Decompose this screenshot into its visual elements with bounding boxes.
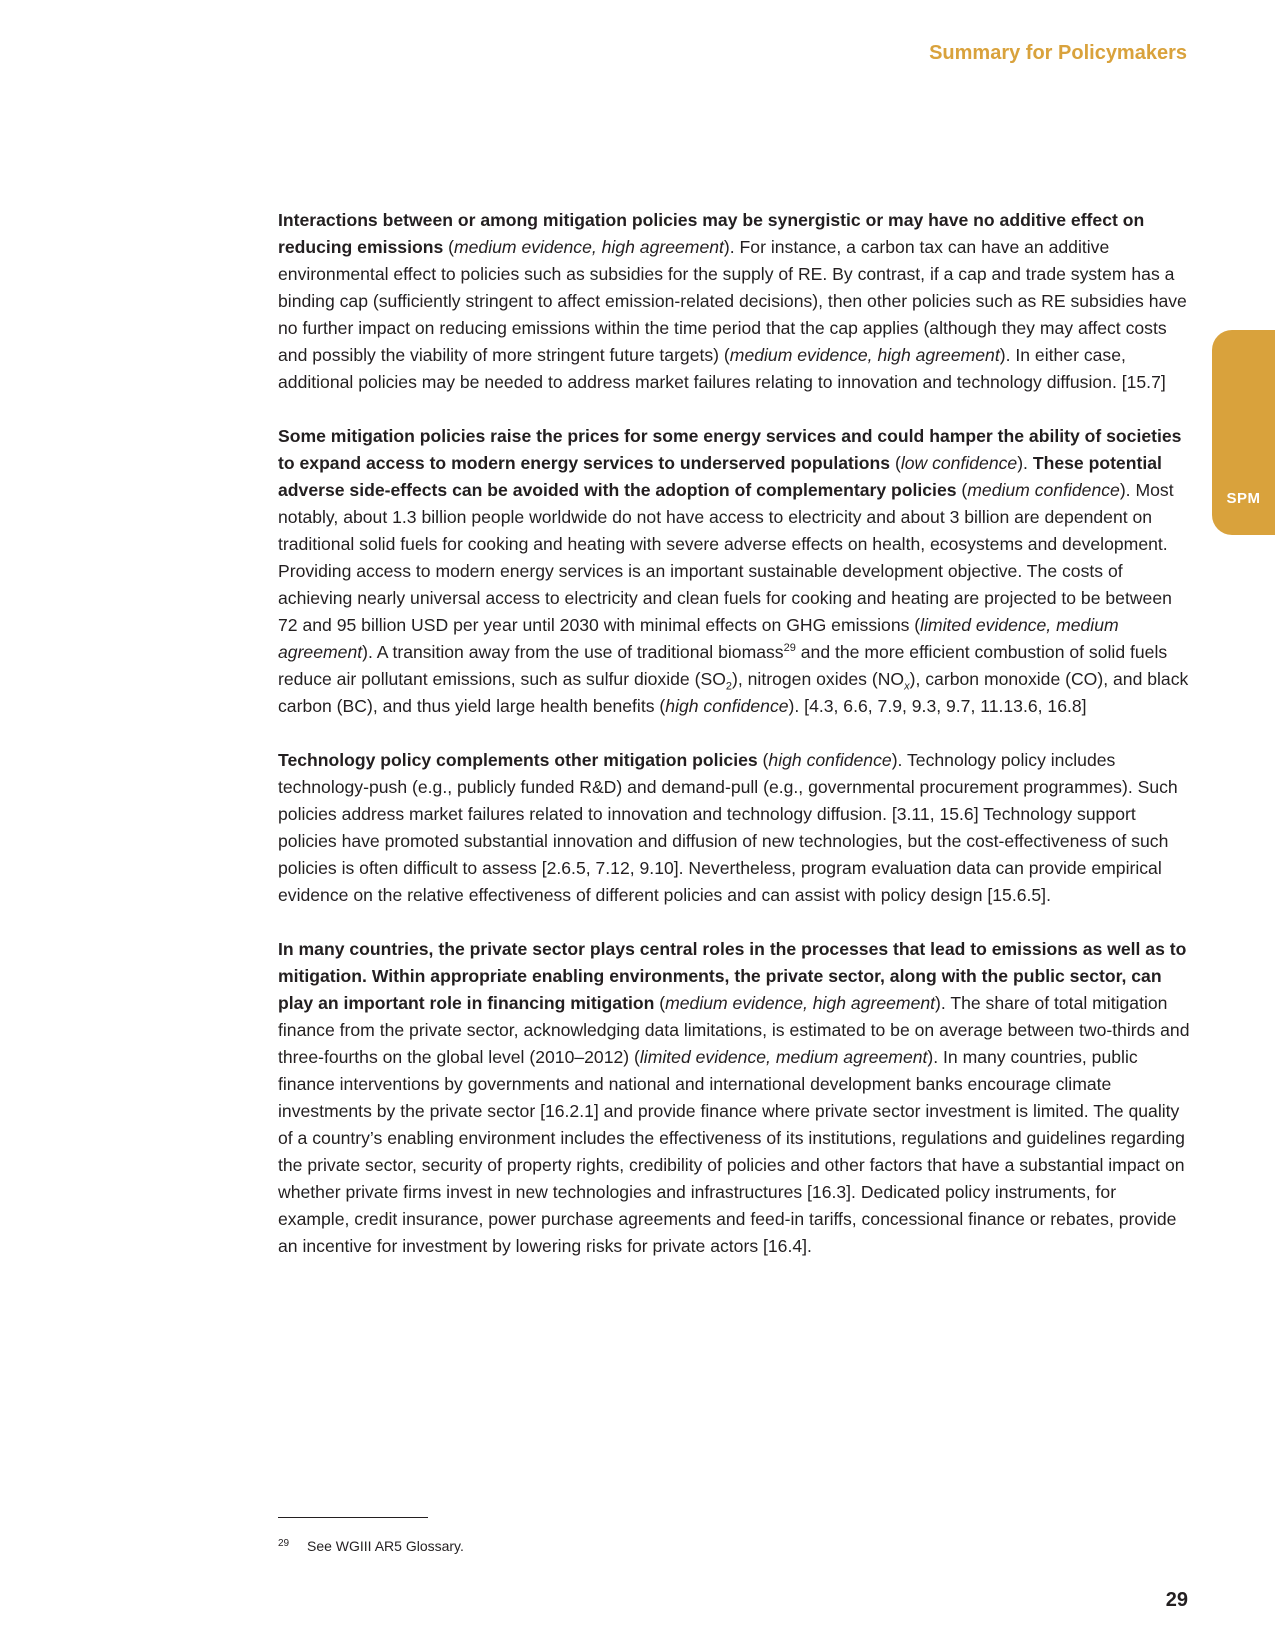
text-segment: and the more efficient combustion of solid fuels reduce air pollutant emissions, such as sulfur dioxide (SO — [278, 642, 1168, 689]
paragraph-technology-policy — [278, 747, 1192, 909]
text-segment: limited evidence, medium agreement — [639, 1047, 928, 1067]
text-segment: medium evidence, high agreement — [665, 993, 936, 1013]
text-segment: ). For instance, a carbon tax can have an additive environmental effect to policies such as subsidies for the supply of RE. By contrast, if a cap and trade system has a binding cap (sufficiently stringent to affect emission-related decisions), then other policies such as RE subsidies have no further impact on reducing emissions within the time period that the cap applies (although they may affect costs and possibly the viability of more stringent future targets) ( — [278, 237, 1187, 365]
text-segment: medium confidence — [967, 480, 1120, 500]
text-segment: 2 — [725, 680, 733, 693]
text-segment: ). In either case, additional policies may be needed to address market failures relating to innovation and technology diffusion. [15.7] — [278, 345, 1166, 392]
text-segment: ( — [757, 750, 769, 770]
text-segment: high confidence — [665, 696, 789, 716]
text-segment: ( — [956, 480, 968, 500]
text-segment: ), nitrogen oxides (NO — [732, 669, 905, 689]
text-segment: ). [4.3, 6.6, 7.9, 9.3, 9.7, 11.13.6, 16.8] — [788, 696, 1087, 716]
paragraph-policy-interactions — [278, 207, 1192, 396]
text-segment: These potential adverse side-effects can be avoided with the adoption of complementary policies — [278, 453, 1162, 500]
footnote-number: 29 — [278, 1538, 290, 1549]
text-segment: Technology policy complements other mitigation policies — [278, 750, 758, 770]
running-header-title: Summary for Policymakers — [929, 42, 1187, 64]
text-segment: Interactions between or among mitigation policies may be synergistic or may have no additive effect on reducing emissions — [278, 210, 1145, 257]
section-tab-label: SPM — [1226, 490, 1261, 507]
text-segment: ). In many countries, public finance interventions by governments and national and international development banks encourage climate investments by the private sector [16.2.1] and provide finance where private sector investment is limited. The quality of a country’s enabling environment includes the effectiveness of its institutions, regulations and guidelines regarding the private sector, security of property rights, credibility of policies and other factors that have a substantial impact on whether private firms invest in new technologies and infrastructures [16.3]. Dedicated policy instruments, for example, credit insurance, power purchase agreements and feed-in tariffs, concessional finance or rebates, provide an incentive for investment by lowering risks for private actors [16.4]. — [278, 1047, 1185, 1256]
paragraph-private-sector — [278, 936, 1192, 1260]
text-segment: ). The share of total mitigation finance from the private sector, acknowledging data limitations, is estimated to be on average between two-thirds and three-fourths on the global level (2010–2012) ( — [278, 993, 1190, 1067]
footnote-text: See WGIII AR5 Glossary. — [307, 1538, 464, 1554]
section-side-tab — [1212, 330, 1275, 535]
text-segment: x — [904, 680, 910, 693]
paragraph-energy-access — [278, 423, 1192, 720]
text-segment: limited evidence, medium agreement — [278, 615, 1119, 662]
text-segment: ). A transition away from the use of traditional biomass — [362, 642, 784, 662]
text-segment: medium evidence, high agreement — [729, 345, 1000, 365]
text-segment: ). — [1017, 453, 1033, 473]
footnote — [278, 1538, 464, 1554]
text-segment: Some mitigation policies raise the prices for some energy services and could hamper the ability of societies to expand access to modern energy services to underserved populations — [278, 426, 1182, 473]
page-number: 29 — [1165, 1589, 1188, 1611]
text-segment: medium evidence, high agreement — [453, 237, 724, 257]
text-segment: low confidence — [900, 453, 1018, 473]
text-segment: ), carbon monoxide (CO), and black carbon (BC), and thus yield large health benefits ( — [278, 669, 1189, 716]
footnote-divider — [278, 1517, 428, 1518]
text-segment: ( — [654, 993, 666, 1013]
text-segment: ( — [890, 453, 901, 473]
text-segment: 29 — [783, 642, 796, 655]
text-segment: ( — [443, 237, 454, 257]
main-body-text — [278, 207, 1192, 1287]
text-segment: high confidence — [768, 750, 892, 770]
text-segment: ). Technology policy includes technology-push (e.g., publicly funded R&D) and demand-pull (e.g., governmental procurement programmes). Such policies address market failures related to innovation and technology diffusion. [3.11, 15.6] Technology support policies have promoted substantial innovation and diffusion of new technologies, but the cost-effectiveness of such policies is often difficult to assess [2.6.5, 7.12, 9.10]. Nevertheless, program evaluation data can provide empirical evidence on the relative effectiveness of different policies and can assist with policy design [15.6.5]. — [278, 750, 1178, 905]
text-segment: ). Most notably, about 1.3 billion people worldwide do not have access to electricity and about 3 billion are dependent on traditional solid fuels for cooking and heating with severe adverse effects on health, ecosystems and development. Providing access to modern energy services is an important sustainable development objective. The costs of achieving nearly universal access to electricity and clean fuels for cooking and heating are projected to be between 72 and 95 billion USD per year until 2030 with minimal effects on GHG emissions ( — [278, 480, 1174, 635]
text-segment: In many countries, the private sector plays central roles in the processes that lead to emissions as well as to mitigation. Within appropriate enabling environments, the private sector, along with the public sector, can play an important role in financing mitigation — [278, 939, 1187, 1013]
